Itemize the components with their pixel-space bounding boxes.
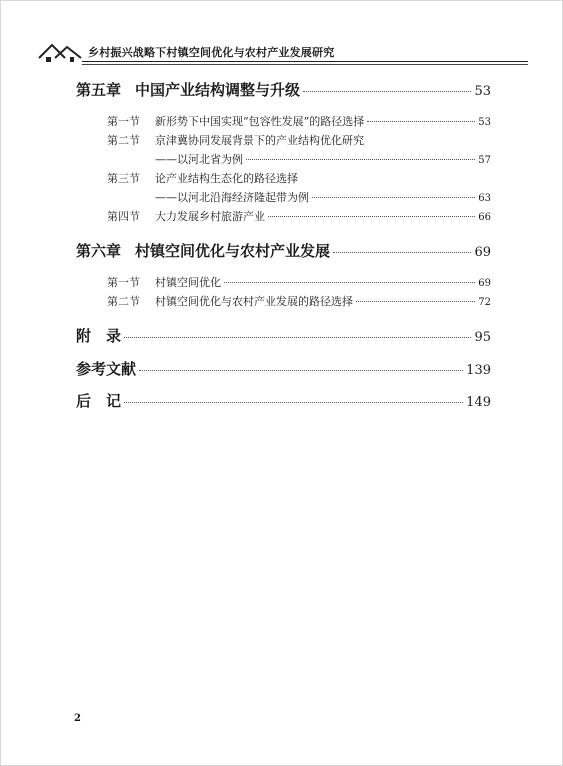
page-ref: 63: [478, 193, 491, 204]
section-number: 第一节: [107, 276, 140, 289]
section-title: 新形势下中国实现“包容性发展”的路径选择: [155, 115, 365, 128]
references-title: 参考文献: [76, 360, 137, 378]
section-title: 大力发展乡村旅游产业: [155, 210, 265, 223]
chapter-title: 村镇空间优化与农村产业发展: [135, 242, 331, 260]
page-ref: 95: [474, 330, 491, 345]
dot-leader: [124, 402, 463, 403]
dot-leader: [139, 370, 463, 371]
section-number: 第二节: [107, 295, 140, 308]
section-title: 村镇空间优化: [155, 276, 221, 289]
toc-chapter-5[interactable]: [76, 79, 491, 100]
toc-section-6-1[interactable]: [107, 274, 491, 290]
section-title: 村镇空间优化与农村产业发展的路径选择: [155, 295, 353, 308]
toc-section-5-3-subtitle[interactable]: [155, 189, 491, 205]
section-number: 第三节: [107, 172, 140, 185]
chapter-number: 第六章: [76, 242, 122, 260]
dot-leader: [268, 216, 475, 217]
toc-section-5-2[interactable]: [107, 132, 491, 148]
section-number: 第四节: [107, 210, 140, 223]
toc-section-6-2[interactable]: [107, 293, 491, 309]
section-title: 论产业结构生态化的路径选择: [155, 172, 298, 185]
chapter-title: 中国产业结构调整与升级: [135, 81, 301, 99]
section-number: 第一节: [107, 115, 140, 128]
page-ref: 149: [466, 395, 491, 410]
afterword-title: 后 记: [76, 392, 122, 410]
header-rule-thin: [82, 64, 528, 65]
house-logo-icon: [38, 40, 82, 66]
dot-leader: [224, 282, 475, 283]
section-number: 第二节: [107, 134, 140, 147]
toc-section-5-2-subtitle[interactable]: [155, 151, 491, 167]
section-subtitle: ——以河北省为例: [155, 153, 243, 166]
toc-chapter-6[interactable]: [76, 240, 491, 261]
dot-leader: [312, 197, 475, 198]
dot-leader: [246, 159, 475, 160]
dot-leader: [367, 121, 475, 122]
header-title: 乡村振兴战略下村镇空间优化与农村产业发展研究: [88, 46, 335, 59]
section-title: 京津冀协同发展背景下的产业结构优化研究: [155, 134, 364, 147]
page-ref: 69: [474, 245, 491, 260]
dot-leader: [124, 337, 471, 338]
page-ref: 139: [466, 363, 491, 378]
appendix-title: 附 录: [76, 327, 122, 345]
toc-appendix[interactable]: [76, 325, 491, 346]
page-ref: 53: [474, 84, 491, 99]
dot-leader: [333, 252, 471, 253]
page-ref: 72: [478, 297, 491, 308]
running-header: [38, 38, 528, 68]
chapter-number: 第五章: [76, 81, 122, 99]
header-rule: [82, 61, 528, 62]
toc-section-5-3[interactable]: [107, 170, 491, 186]
toc-references[interactable]: [76, 358, 491, 379]
page-number: 2: [74, 713, 81, 724]
toc-afterword[interactable]: [76, 390, 491, 411]
dot-leader: [356, 301, 475, 302]
dot-leader: [303, 91, 471, 92]
toc-section-5-1[interactable]: [107, 113, 491, 129]
page-ref: 57: [478, 155, 491, 166]
page-ref: 69: [478, 278, 491, 289]
toc-section-5-4[interactable]: [107, 208, 491, 224]
page-ref: 66: [478, 212, 491, 223]
page-ref: 53: [478, 117, 491, 128]
section-subtitle: ——以河北沿海经济隆起带为例: [155, 191, 309, 204]
